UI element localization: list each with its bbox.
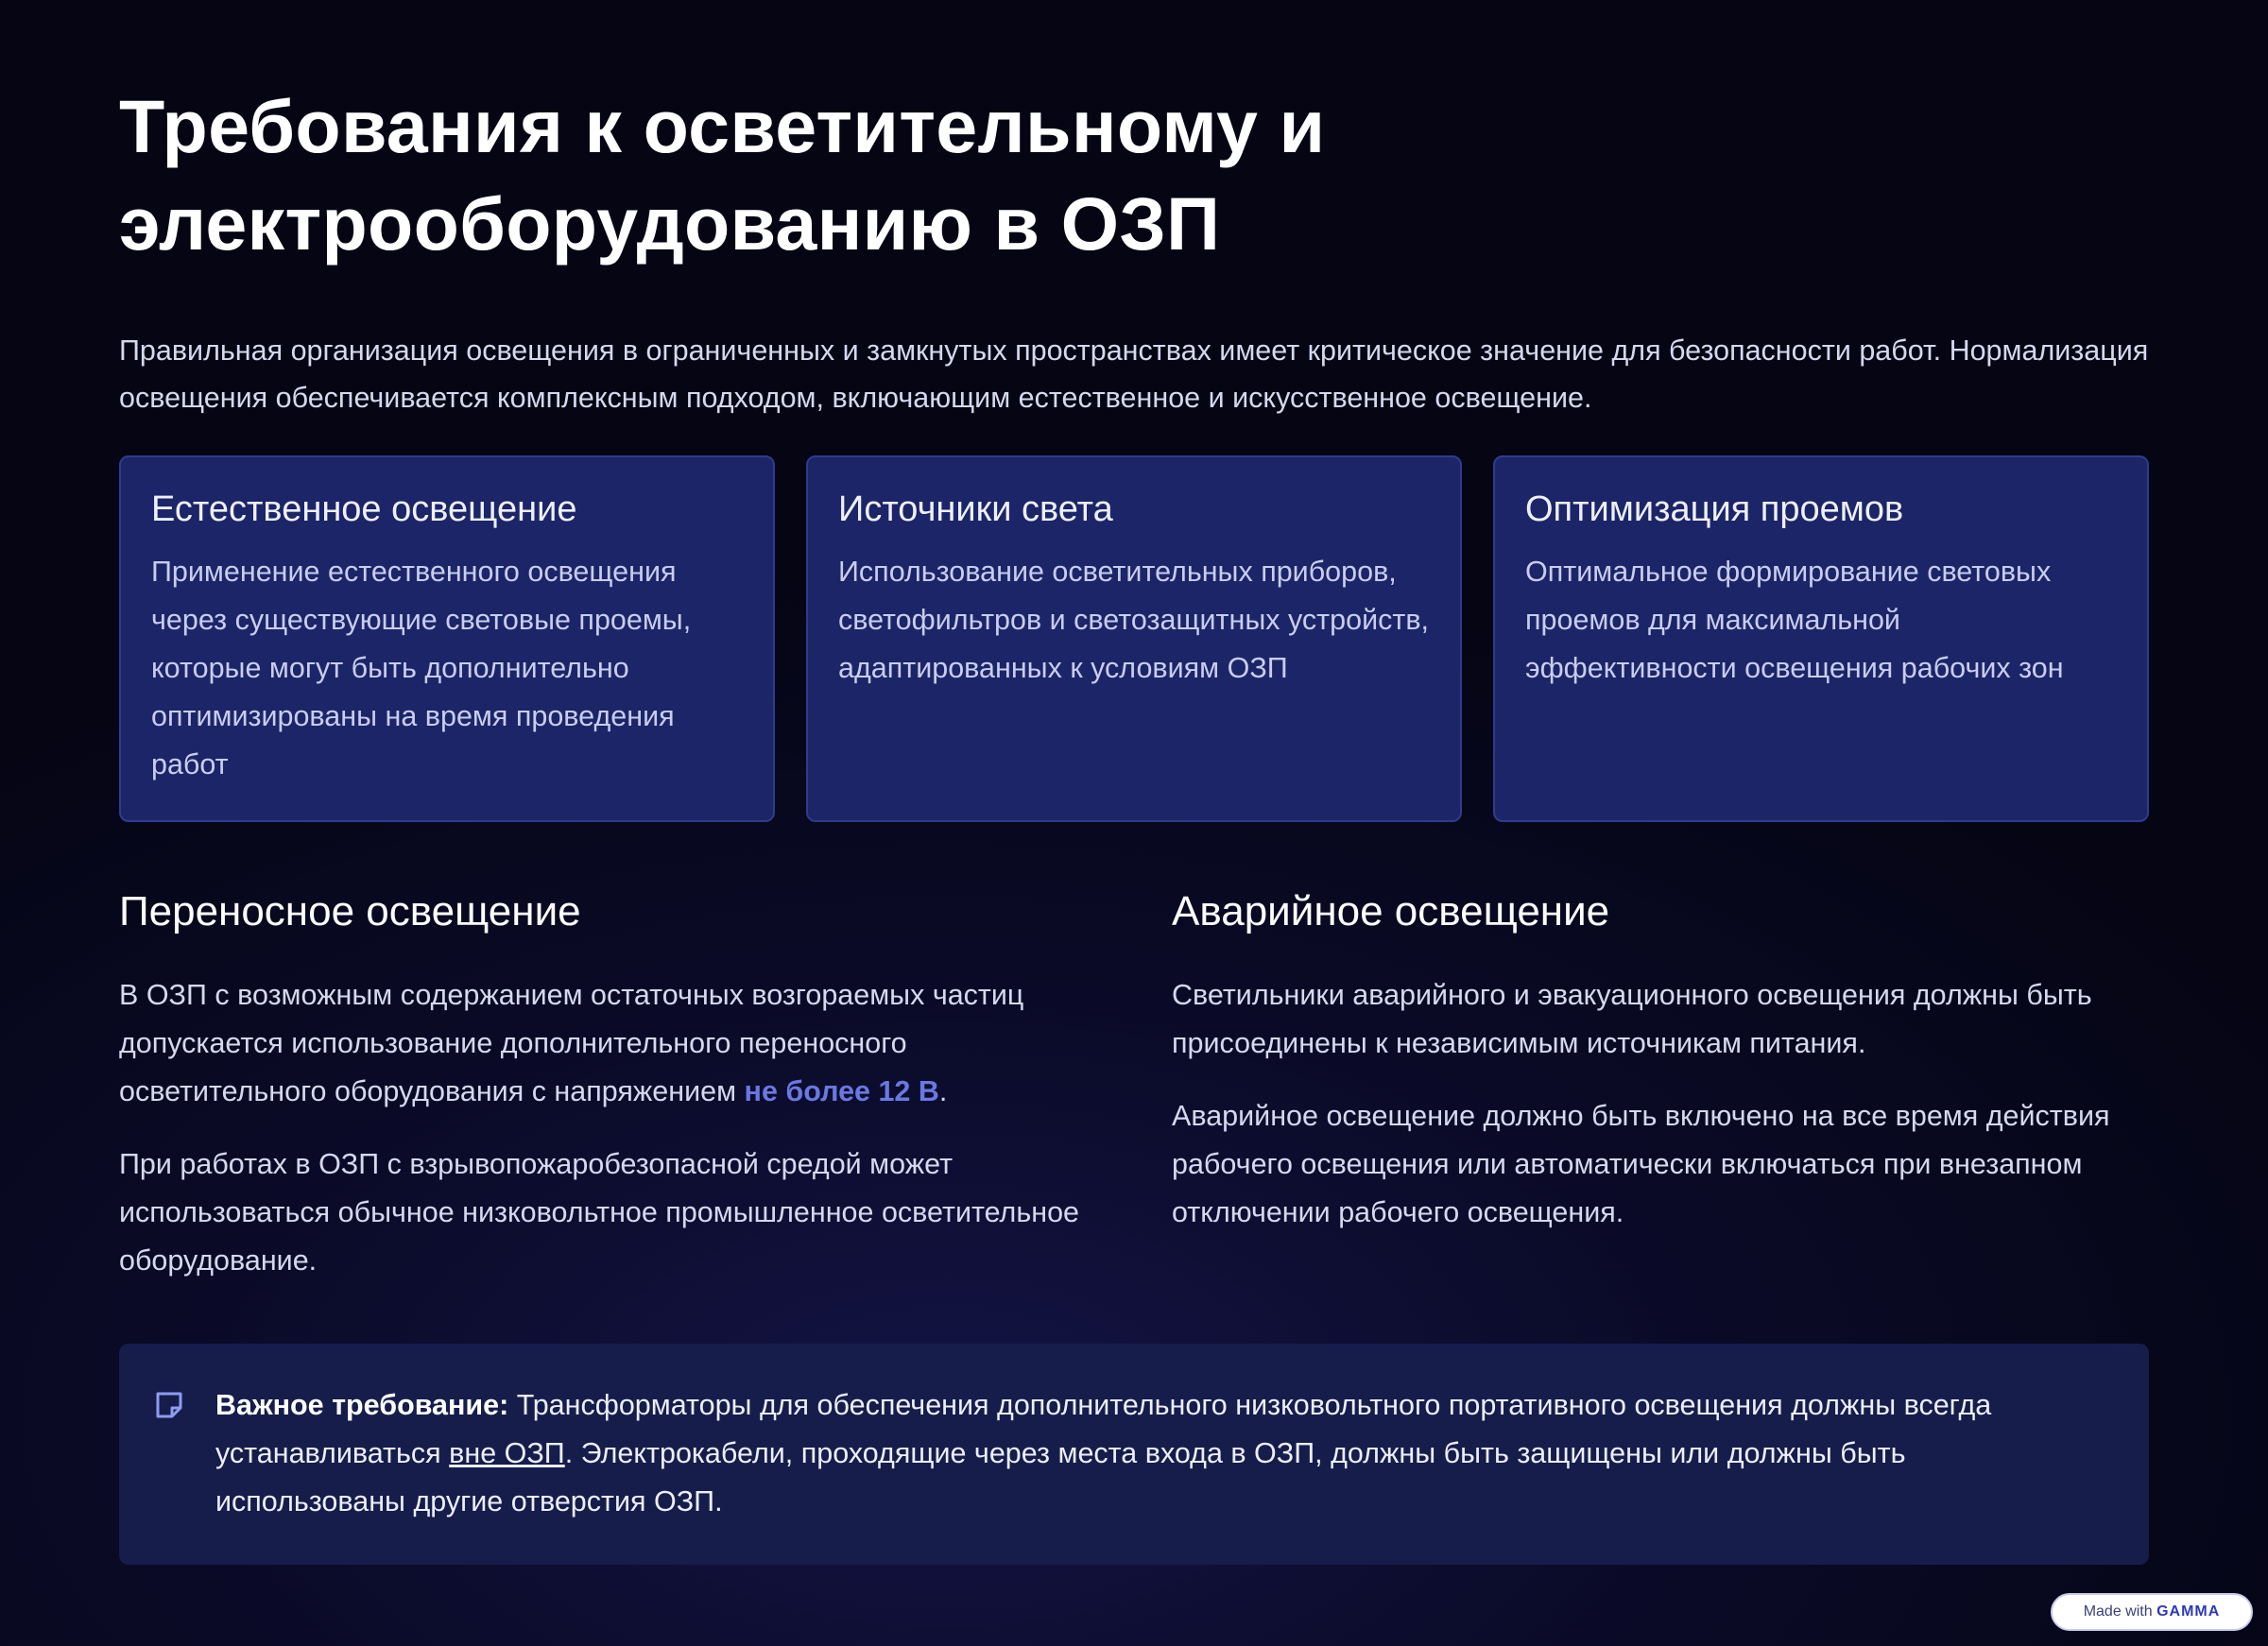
emergency-lighting-section	[1172, 879, 2155, 1261]
emergency-paragraph-1: Светильники аварийного и эвакуационного освещения должны быть присоединены к независимым источникам питания.	[1172, 979, 2092, 1059]
card-title: Источники света	[838, 489, 1113, 529]
important-note-callout	[119, 1344, 2149, 1565]
section-heading: Аварийное освещение	[1172, 888, 1610, 934]
made-with-gamma-badge[interactable]	[2051, 1593, 2253, 1631]
intro-paragraph: Правильная организация освещения в ограниченных и замкнутых пространствах имеет критическое значение для безопасности работ. Нормализация освещения обеспечивается комплексным подходом, включающим естественное и искусственное освещение.	[119, 334, 2149, 414]
page-title: Требования к осветительному и электрооборудованию в ОЗП	[119, 84, 1326, 266]
note-text	[215, 1381, 2092, 1526]
text-segment: . Электрокабели, проходящие через места входа в ОЗП, должны быть защищены или должны быть использованы другие отверстия ОЗП.	[215, 1437, 1906, 1517]
text-segment: В ОЗП с возможным содержанием остаточных возгораемых частиц допускается использование дополнительного переносного осветительного оборудования с напряжением	[119, 979, 1024, 1107]
section-heading: Переносное освещение	[119, 888, 581, 934]
card-openings-optimization	[1493, 455, 2149, 822]
card-text: Оптимальное формирование световых проемов для максимальной эффективности освещения рабочих зон	[1525, 556, 2064, 684]
emergency-paragraph-2: Аварийное освещение должно быть включено на все время действия рабочего освещения или автоматически включаться при внезапном отключении рабочего освещения.	[1172, 1100, 2110, 1228]
text-segment: Трансформаторы для обеспечения дополнительного низковольтного портативного освещения должны всегда устанавливаться	[215, 1389, 1992, 1469]
portable-paragraph-1	[119, 971, 1102, 1116]
card-light-sources	[806, 455, 1462, 822]
feature-cards	[119, 455, 2149, 822]
note-icon	[153, 1389, 185, 1421]
card-text: Применение естественного освещения через существующие световые проемы, которые могут быть дополнительно оптимизированы на время проведения работ	[151, 556, 692, 780]
gamma-logo-text: GAMMA	[2156, 1603, 2221, 1620]
outside-ozp-link[interactable]: вне ОЗП	[449, 1437, 565, 1469]
text-segment: .	[938, 1075, 948, 1107]
note-label: Важное требование:	[215, 1389, 509, 1421]
portable-lighting-section	[119, 879, 1102, 1310]
card-text: Использование осветительных приборов, светофильтров и светозащитных устройств, адаптированных к условиям ОЗП	[838, 556, 1429, 684]
card-title: Оптимизация проемов	[1525, 489, 1904, 529]
badge-prefix: Made with	[2083, 1603, 2153, 1620]
card-natural-light	[119, 455, 775, 822]
card-title: Естественное освещение	[151, 489, 577, 529]
voltage-highlight: не более 12 В	[744, 1075, 939, 1107]
portable-paragraph-2: При работах в ОЗП с взрывопожаробезопасной средой может использоваться обычное низковольтное промышленное осветительное оборудование.	[119, 1148, 1080, 1277]
